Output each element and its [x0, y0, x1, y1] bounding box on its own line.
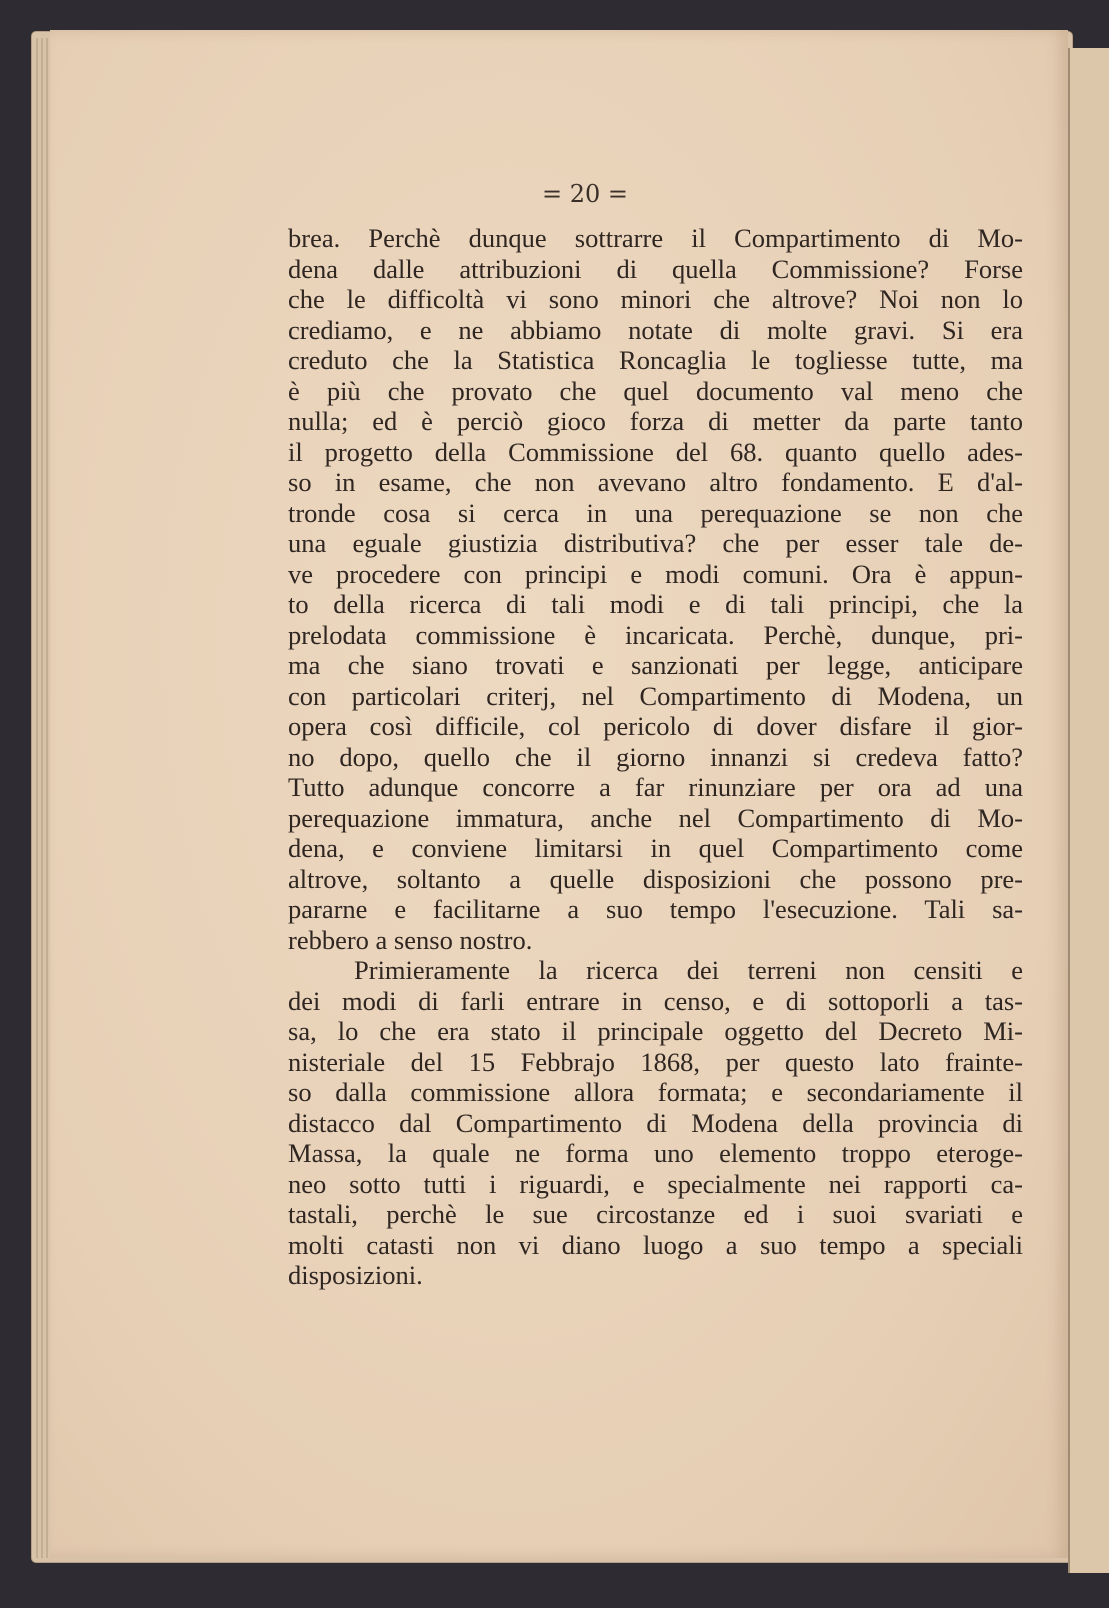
text-line: altrove, soltanto a quelle disposizioni che possono pre-	[288, 863, 1023, 894]
text-line: tastali, perchè le sue circostanze ed i suoi svariati e	[288, 1199, 1023, 1229]
text-line: distacco dal Compartimento di Modena della provincia di	[288, 1107, 1023, 1138]
text-line: dei modi di farli entrare in censo, e di sottoporli a tas-	[288, 985, 1023, 1016]
text-line: crediamo, e ne abbiamo notate di molte gravi. Si era	[288, 314, 1023, 345]
page-edge	[41, 38, 43, 1558]
text-line: so dalla commissione allora formata; e secondariamente il	[288, 1077, 1023, 1107]
text-line: nisteriale del 15 Febbrajo 1868, per questo lato frainte-	[288, 1046, 1023, 1077]
page-number: = 20 =	[541, 180, 628, 208]
text-line: dena dalle attribuzioni di quella Commissione? Forse	[288, 253, 1023, 284]
text-line: sa, lo che era stato il principale oggetto del Decreto Mi-	[288, 1016, 1023, 1046]
page-edge	[46, 38, 48, 1558]
next-page-edge	[1068, 48, 1109, 1573]
text-line: perequazione immatura, anche nel Compartimento di Mo-	[288, 802, 1023, 833]
text-line: so in esame, che non avevano altro fondamento. E d'al-	[288, 467, 1023, 497]
text-line: che le difficoltà vi sono minori che altrove? Noi non lo	[288, 284, 1023, 314]
text-line: to della ricerca di tali modi e di tali principi, che la	[288, 589, 1023, 619]
text-line: con particolari criterj, nel Compartimento di Modena, un	[288, 680, 1023, 711]
text-line: tronde cosa si cerca in una perequazione se non che	[288, 497, 1023, 528]
text-line: ve procedere con principi e modi comuni. Ora è appun-	[288, 558, 1023, 589]
text-line: il progetto della Commissione del 68. quanto quello ades-	[288, 436, 1023, 467]
text-line: dena, e conviene limitarsi in quel Compartimento come	[288, 833, 1023, 863]
paragraph-first-line: Primieramente la ricerca dei terreni non censiti e	[354, 955, 1023, 985]
text-line: è più che provato che quel documento val meno che	[288, 375, 1023, 406]
body-text	[288, 223, 1023, 1291]
text-line: prelodata commissione è incaricata. Perchè, dunque, pri-	[288, 619, 1023, 650]
book-page	[50, 30, 1068, 1558]
text-line: opera così difficile, col pericolo di dover disfare il gior-	[288, 711, 1023, 741]
text-line: nulla; ed è perciò gioco forza di metter da parte tanto	[288, 406, 1023, 436]
text-line: molti catasti non vi diano luogo a suo tempo a speciali	[288, 1229, 1023, 1260]
text-line: ma che siano trovati e sanzionati per legge, anticipare	[288, 650, 1023, 680]
text-line: rebbero a senso nostro.	[288, 924, 533, 955]
text-line: disposizioni.	[288, 1260, 423, 1290]
text-line: Tutto adunque concorre a far rinunziare per ora ad una	[288, 772, 1023, 802]
text-line: una eguale giustizia distributiva? che per esser tale de-	[288, 528, 1023, 558]
text-line: brea. Perchè dunque sottrarre il Compartimento di Mo-	[288, 223, 1023, 253]
text-line: Massa, la quale ne forma uno elemento troppo eteroge-	[288, 1138, 1023, 1168]
text-line: neo sotto tutti i riguardi, e specialmente nei rapporti ca-	[288, 1168, 1023, 1199]
text-line: pararne e facilitarne a suo tempo l'esecuzione. Tali sa-	[288, 894, 1023, 924]
text-line: creduto che la Statistica Roncaglia le togliesse tutte, ma	[288, 345, 1023, 375]
text-line: no dopo, quello che il giorno innanzi si credeva fatto?	[288, 741, 1023, 772]
page-edge	[36, 38, 38, 1558]
